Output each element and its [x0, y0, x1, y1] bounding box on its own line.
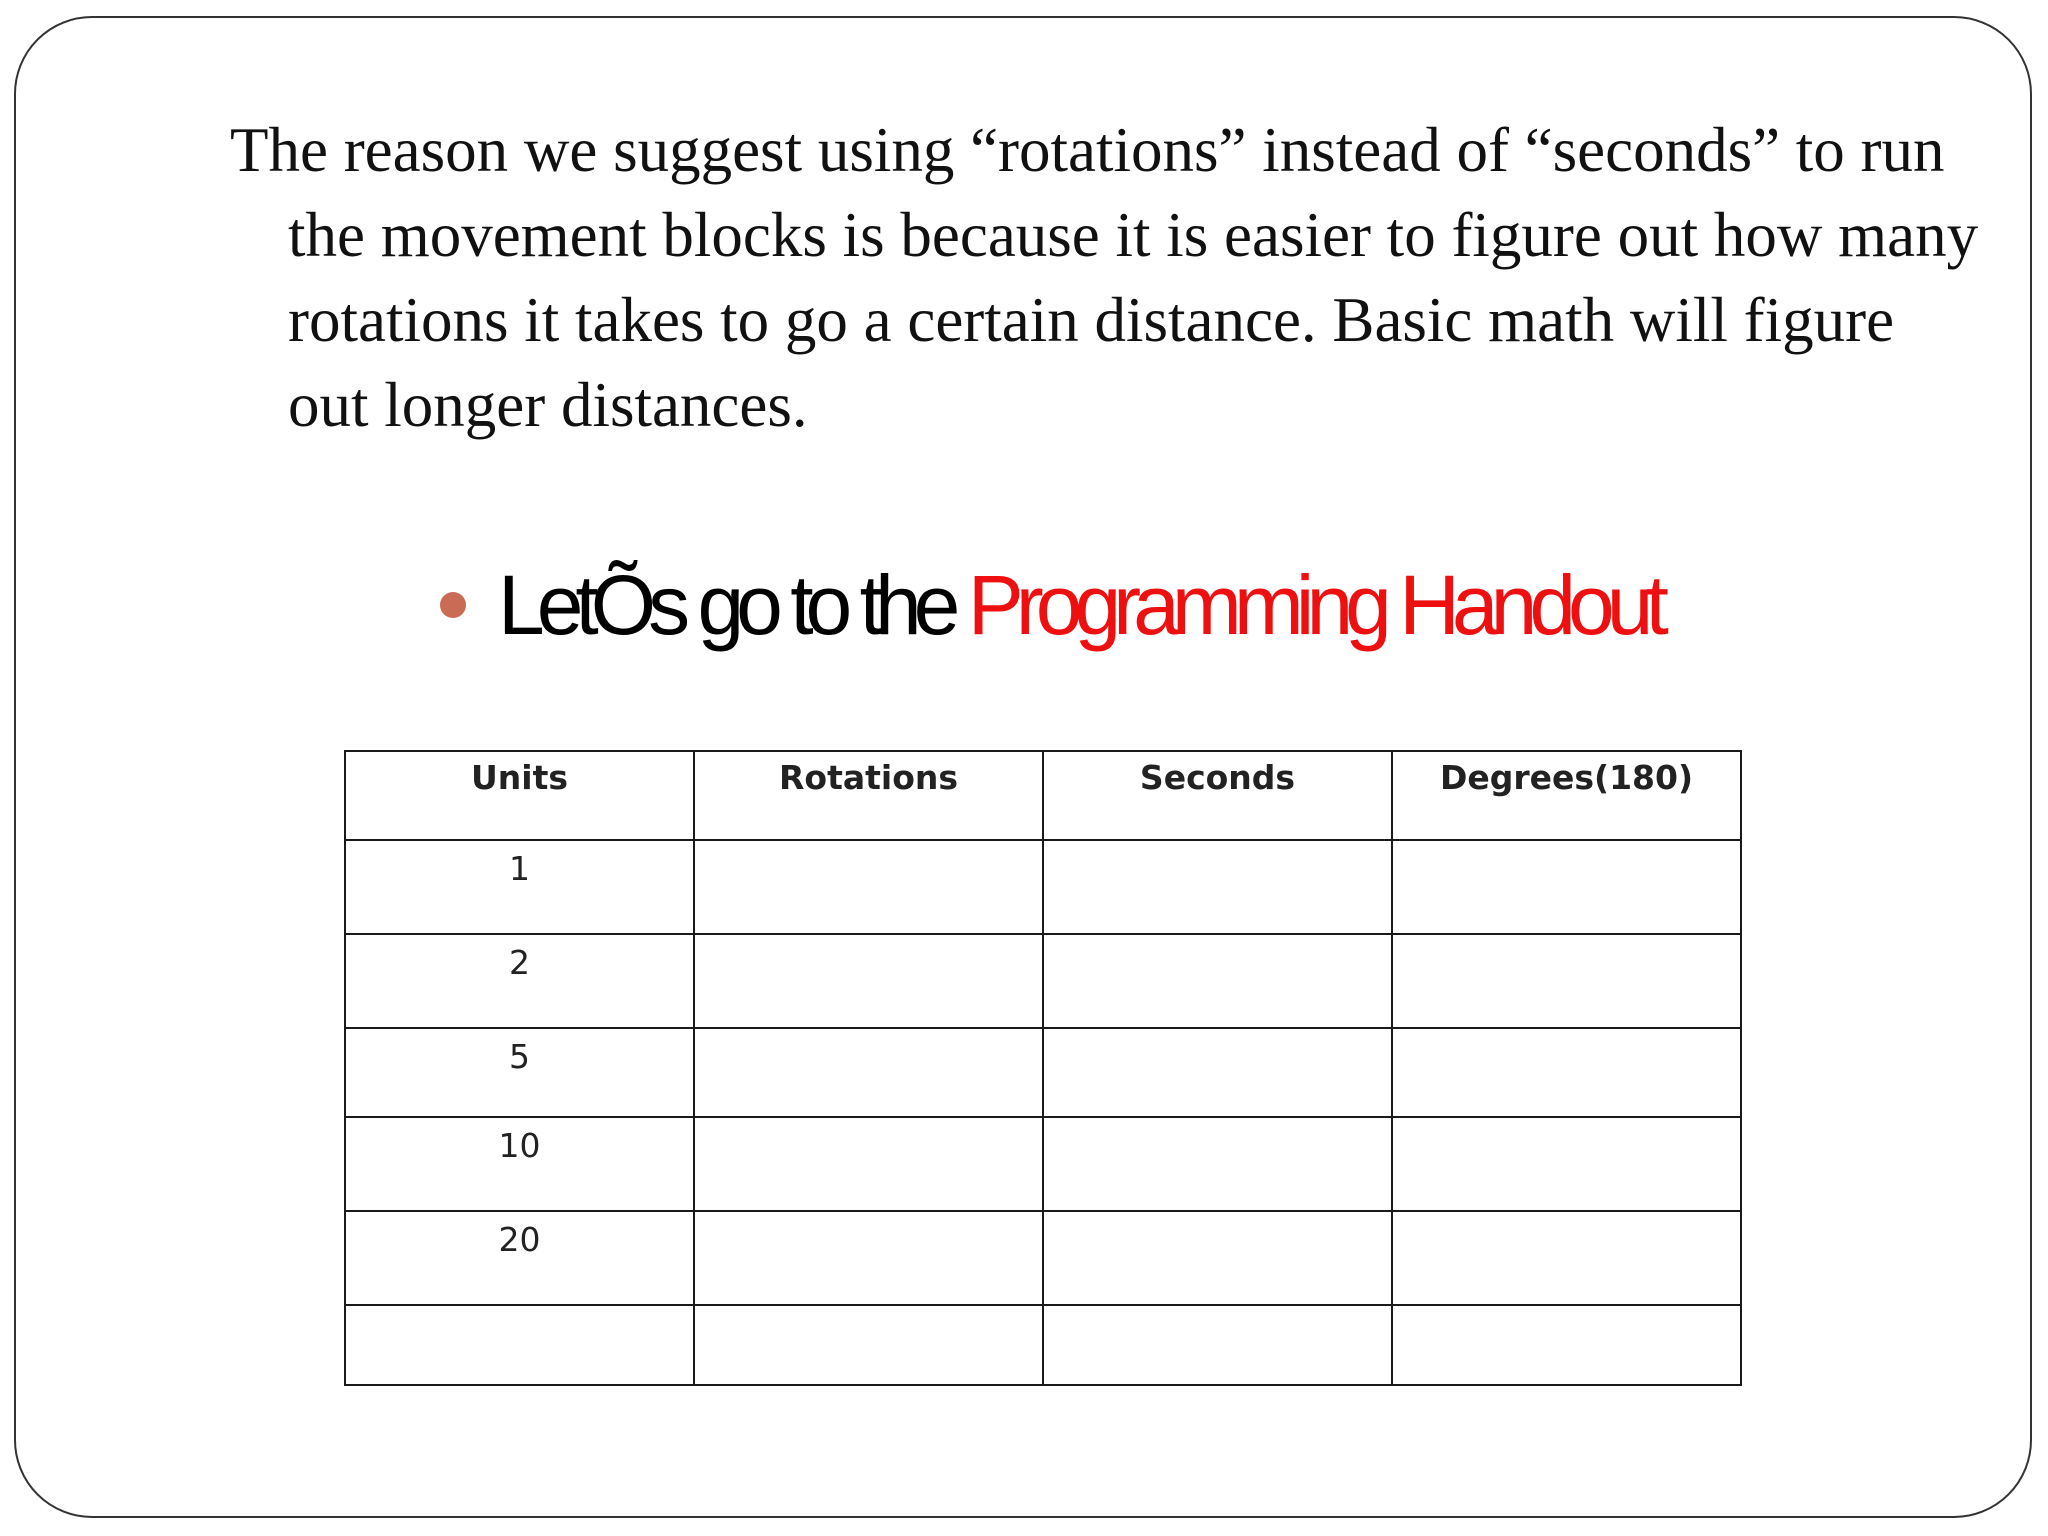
table-row [345, 1305, 1741, 1385]
rotations-cell [694, 1211, 1043, 1305]
rotations-cell [694, 840, 1043, 934]
table-row [345, 840, 1741, 934]
rotations-cell [694, 1028, 1043, 1117]
rotations-cell [694, 934, 1043, 1028]
programming-handout-link[interactable]: Programming Handout [967, 558, 1661, 652]
degrees-cell [1392, 1305, 1741, 1385]
table-header-row [345, 751, 1741, 840]
bullet-text [498, 560, 1661, 650]
header-degrees: Degrees(180) [1392, 751, 1741, 840]
seconds-cell [1043, 934, 1392, 1028]
degrees-cell [1392, 1211, 1741, 1305]
header-rotations: Rotations [694, 751, 1043, 840]
rotations-cell [694, 1305, 1043, 1385]
units-cell: 5 [345, 1028, 694, 1117]
units-cell: 10 [345, 1117, 694, 1211]
degrees-cell [1392, 1117, 1741, 1211]
table-row [345, 934, 1741, 1028]
header-units: Units [345, 751, 694, 840]
units-cell: 1 [345, 840, 694, 934]
units-cell: 2 [345, 934, 694, 1028]
seconds-cell [1043, 1117, 1392, 1211]
rotations-cell [694, 1117, 1043, 1211]
seconds-cell [1043, 1305, 1392, 1385]
handout-table [344, 750, 1742, 1386]
table-row [345, 1211, 1741, 1305]
table-row [345, 1028, 1741, 1117]
units-cell: 20 [345, 1211, 694, 1305]
bullet-item [440, 560, 1661, 650]
bullet-lead-text: LetÕs go to the [498, 558, 968, 652]
seconds-cell [1043, 1028, 1392, 1117]
degrees-cell [1392, 840, 1741, 934]
header-seconds: Seconds [1043, 751, 1392, 840]
units-cell [345, 1305, 694, 1385]
seconds-cell [1043, 840, 1392, 934]
body-paragraph: The reason we suggest using “rotations” instead of “seconds” to run the movement blocks is because it is easier to figure out how many rotations it takes to go a certain distance. Basic math will figure out longer distances. [230, 115, 1979, 440]
degrees-cell [1392, 1028, 1741, 1117]
table-row [345, 1117, 1741, 1211]
seconds-cell [1043, 1211, 1392, 1305]
degrees-cell [1392, 934, 1741, 1028]
bullet-dot-icon [440, 592, 466, 618]
